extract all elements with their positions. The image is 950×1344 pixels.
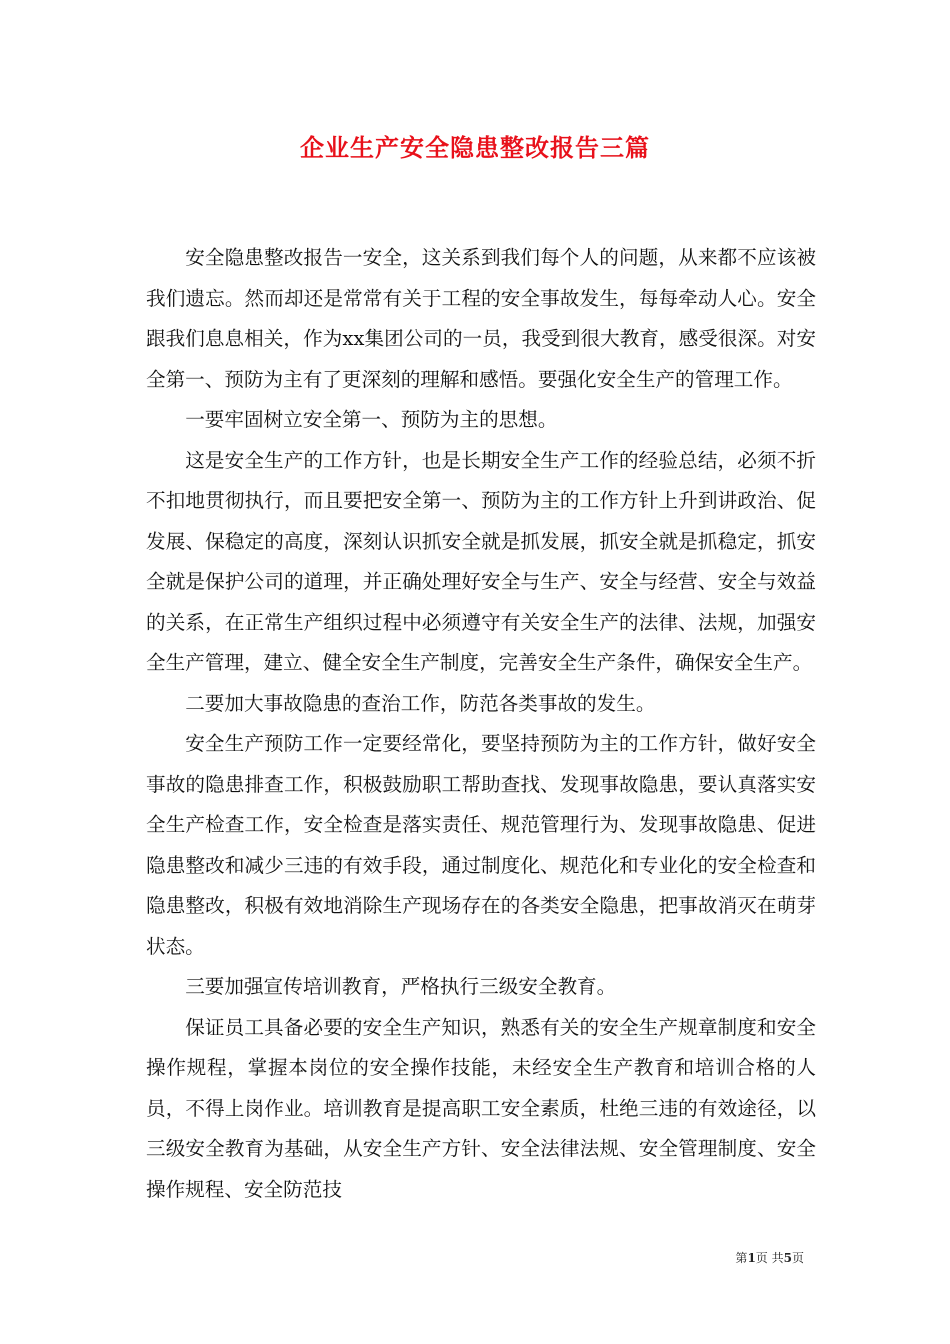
footer-prefix: 第: [735, 1251, 748, 1265]
document-title: 企业生产安全隐患整改报告三篇: [300, 133, 650, 162]
paragraph: 保证员工具备必要的安全生产知识，熟悉有关的安全生产规章制度和安全操作规程，掌握本岗位的安全操作技能，未经安全生产教育和培训合格的人员，不得上岗作业。培训教育是提高职工安全素质，杜绝三违的有效途径，以三级安全教育为基础，从安全生产方针、安全法律法规、安全管理制度、安全操作规程、安全防范技: [146, 1015, 816, 1201]
page-footer: [735, 1250, 804, 1266]
paragraph: 安全隐患整改报告一安全，这关系到我们每个人的问题，从来都不应该被我们遗忘。然而却还是常常有关于工程的安全事故发生，每每牵动人心。安全跟我们息息相关，作为xx集团公司的一员，我受到很大教育，感受很深。对安全第一、预防为主有了更深刻的理解和感悟。要强化安全生产的管理工作。: [146, 246, 816, 391]
paragraph: 二要加大事故隐患的查治工作，防范各类事故的发生。: [185, 691, 656, 715]
document-body: [146, 238, 816, 1210]
paragraph: 这是安全生产的工作方针，也是长期安全生产工作的经验总结，必须不折不扣地贯彻执行，而且要把安全第一、预防为主的工作方针上升到讲政治、促发展、保稳定的高度，深刻认识抓安全就是抓发展，抓安全就是抓稳定，抓安全就是保护公司的道理，并正确处理好安全与生产、安全与经营、安全与效益的关系，在正常生产组织过程中必须遵守有关安全生产的法律、法规，加强安全生产管理，建立、健全安全生产制度，完善安全生产条件，确保安全生产。: [146, 448, 816, 674]
paragraph: 三要加强宣传培训教育，严格执行三级安全教育。: [185, 975, 617, 998]
footer-middle: 页 共: [755, 1251, 784, 1265]
paragraph: 安全生产预防工作一定要经常化，要坚持预防为主的工作方针，做好安全事故的隐患排查工作，积极鼓励职工帮助查找、发现事故隐患，要认真落实安全生产检查工作，安全检查是落实责任、规范管理行为、发现事故隐患、促进隐患整改和减少三违的有效手段，通过制度化、规范化和专业化的安全检查和隐患整改，积极有效地消除生产现场存在的各类安全隐患，把事故消灭在萌芽状态。: [146, 732, 816, 958]
total-pages-number: 5: [783, 1251, 792, 1265]
paragraph: 一要牢固树立安全第一、预防为主的思想。: [185, 408, 558, 431]
footer-suffix: 页: [791, 1251, 804, 1265]
current-page-number: 1: [747, 1251, 756, 1265]
